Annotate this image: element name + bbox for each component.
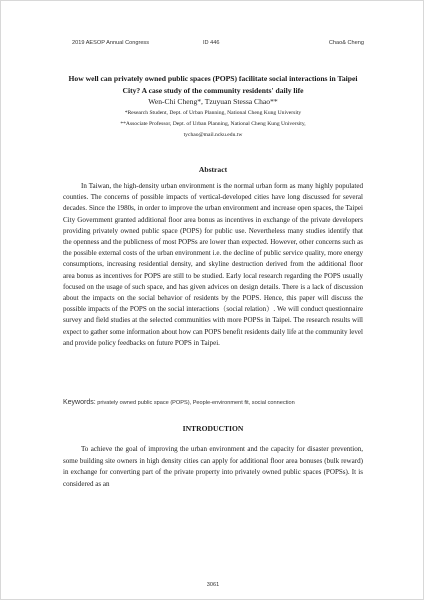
introduction-body: To achieve the goal of improving the urban environment and the capacity for disaster prevention, some building site owners in high density cities can apply for additional floor area bonuses (bulk reward) in exchange for converting part of the private property into privately owned public spaces (POPSs). It is considered as an xyxy=(63,445,363,488)
affiliation-2: **Associate Professor, Dept. of Urban Planning, National Cheng Kung University, xyxy=(120,121,306,127)
paper-title: How well can privately owned public spaces (POPS) facilitate social interactions in Taipei City? A case study of the community residents' daily life xyxy=(68,74,358,95)
conference-name: 2019 AESOP Annual Congress xyxy=(72,40,150,46)
contact-email: tychao@mail.ncku.edu.tw xyxy=(183,132,243,138)
running-header xyxy=(1,40,424,50)
abstract-heading: Abstract xyxy=(198,165,228,174)
keywords-list: privately owned public space (POPS), People-environment fit, social connection xyxy=(97,400,295,406)
keywords-label: Keywords: xyxy=(63,399,96,406)
abstract-body: In Taiwan, the high-density urban environment is the normal urban form as many highly populated counties. The concerns of possible impacts of vertical-developed cities have long discussed for several decades. Since the 1980s, in order to improve the urban environment and increase open spaces, the Taipei City Government granted additional floor area bonus as incentives in exchange of the private developers providing privately owned public space (POPS) for public use. Nevertheless many studies identify that the openness and the publicness of most POPSs are lower than expected. However, other concerns such as the possible external costs of the urban environment i.e. the decline of public service quality, more energy consumptions, increasing residential density, and skyline destruction derived from the additional floor area bonus as incentives for POPS are still to be studied. Early local research regarding the POPS usually focused on the usage of such space, and has given advices on design details. There is a lack of discussion about the impacts on the social behavior of residents by the POPS. Hence, this paper will discuss the possible impacts of the POPS on the social interactions（social relation）. We will conduct questionnaire survey and field studies at the selected communities with more POPSs in Taipei. The research results will expect to gather some information about how can POPS benefit residents daily life at the community level and provide policy feedbacks on future POPS in Taipei. xyxy=(63,182,363,347)
header-authors: Chao& Cheng xyxy=(328,40,364,46)
page-number: 3061 xyxy=(206,582,220,588)
affiliation-1: *Research Student, Dept. of Urban Planning, National Cheng Kung University xyxy=(124,110,302,116)
paper-id: ID 446 xyxy=(203,40,220,46)
keywords-line xyxy=(63,399,363,406)
author-list: Wen-Chi Cheng*, Tzuyuan Stessa Chao** xyxy=(148,97,278,106)
introduction-heading: INTRODUCTION xyxy=(182,424,244,433)
